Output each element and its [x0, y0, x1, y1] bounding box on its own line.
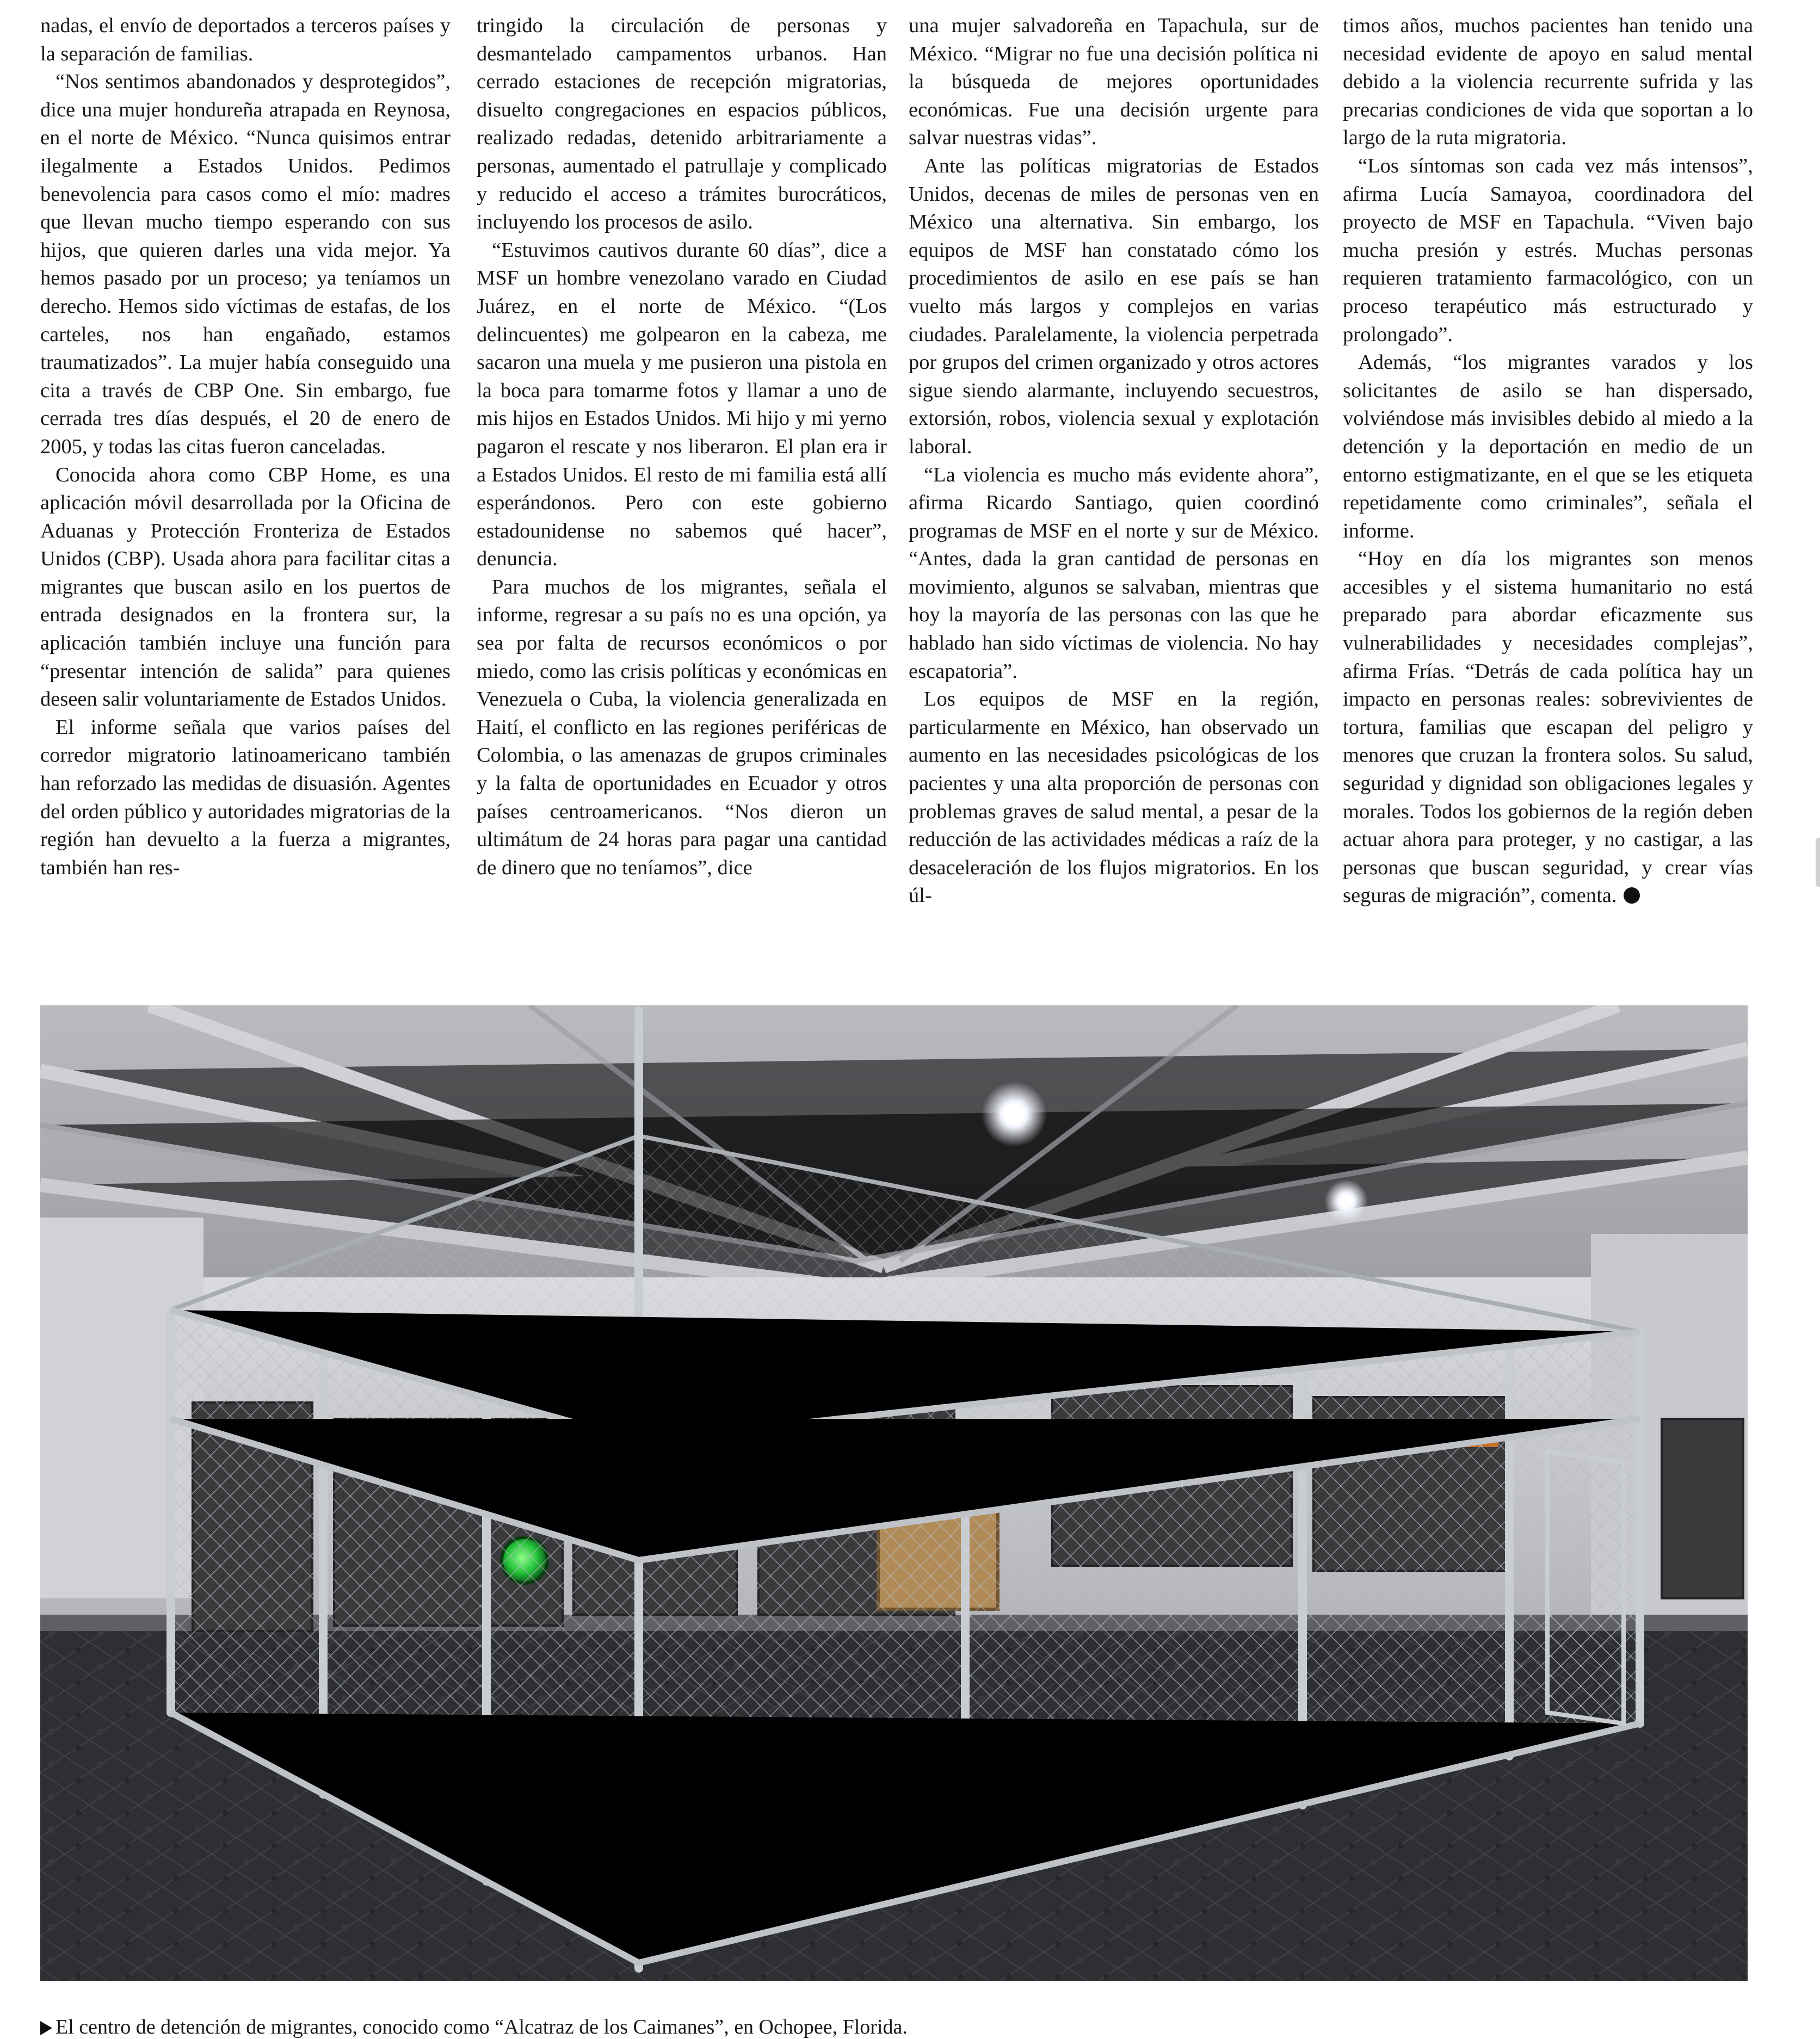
paragraph: “Los síntomas son cada vez más intensos”, afirma Lucía Samayoa, coordinadora del proyecto de MSF en Tapachula. “Viven bajo mucha presión y estrés. Muchas personas requieren tratamiento farmacológico, con un proceso terapéutico más estructurado y prolongado”. [1343, 154, 1753, 346]
paragraph: timos años, muchos pacientes han tenido una necesidad evidente de apoyo en salud mental debido a la violencia recurrente sufrida y las precarias condiciones de vida que soportan a lo largo de la ruta migratoria. [1343, 14, 1753, 150]
photo-illustration [40, 1005, 1748, 1981]
paragraph: nadas, el envío de deportados a terceros países y la separación de familias. [40, 14, 451, 65]
caption-arrow-icon [40, 2021, 52, 2035]
article-column-4 [1343, 12, 1753, 975]
paragraph: “Nos sentimos abandonados y desprotegidos”, dice una mujer hondureña atrapada en Reynosa, en el norte de México. “Nunca quisimos entrar ilegalmente a Estados Unidos. Pedimos benevolencia para casos como el mío: madres que llevan mucho tiempo esperando con sus hijos, que quieren darles una vida mejor. Ya hemos pasado por un proceso; ya teníamos un derecho. Hemos sido víctimas de estafas, de los carteles, nos han engañado, estamos traumatizados”. La mujer había conseguido una cita a través de CBP One. Sin embargo, fue cerrada tres días después, el 20 de enero de 2005, y todas las citas fueron canceladas. [40, 70, 451, 458]
paragraph: “Estuvimos cautivos durante 60 días”, dice a MSF un hombre venezolano varado en Ciudad Juárez, en el norte de México. “(Los delincuentes) me golpearon en la cabeza, me sacaron una muela y me pusieron una pistola en la boca para tomarme fotos y llamar a uno de mis hijos en Estados Unidos. Mi hijo y mi yerno pagaron el rescate y nos liberaron. El plan era ir a Estados Unidos. El resto de mi familia está allí esperándonos. Pero con este gobierno estadounidense no sabemos qué hacer”, denuncia. [477, 238, 887, 571]
detention-center-photo [40, 1005, 1748, 1981]
paragraph: El informe señala que varios países del corredor migratorio latinoamericano también han reforzado las medidas de disuasión. Agentes del orden público y autoridades migratorias de la región han devuelto a la fuerza a migrantes, también han res- [40, 715, 451, 879]
paragraph: Conocida ahora como CBP Home, es una aplicación móvil desarrollada por la Oficina de Aduanas y Protección Fronteriza de Estados Unidos (CBP). Usada ahora para facilitar citas a migrantes que buscan asilo en los puertos de entrada designados en la frontera sur, la aplicación también incluye una función para “presentar intención de salida” para quienes deseen salir voluntariamente de Estados Unidos. [40, 463, 451, 711]
paragraph: Ante las políticas migratorias de Estados Unidos, decenas de miles de personas ven en México una alternativa. Sin embargo, los equipos de MSF han constatado cómo los procedimientos de asilo en ese país se han vuelto más largos y complejos en varias ciudades. Paralelamente, la violencia perpetrada por grupos del crimen organizado y otros actores sigue siendo alarmante, incluyendo secuestros, extorsión, robos, violencia sexual y explotación laboral. [909, 154, 1319, 458]
page-edge-tab [1816, 838, 1820, 887]
end-of-article-bullet-icon [1624, 887, 1640, 904]
paragraph-text: “Hoy en día los migrantes son menos accesibles y el sistema humanitario no está preparado para abordar eficazmente sus vulnerabilidades y necesidades complejas”, afirma Frías. “Detrás de cada política hay un impacto en personas reales: sobrevivientes de tortura, familias que escapan del peligro y menores que cruzan la frontera solos. Su salud, seguridad y dignidad son obligaciones legales y morales. Todos los gobiernos de la región deben actuar ahora para proteger, y no castigar, a las personas que buscan seguridad, y crear vías seguras de migración”, comenta. [1343, 547, 1753, 907]
paragraph: Además, “los migrantes varados y los solicitantes de asilo se han dispersado, volviéndose más invisibles debido al miedo a la detención y la deportación en medio de un entorno estigmatizante, en el que se les etiqueta repetidamente como criminales”, señala el informe. [1343, 351, 1753, 542]
caption-text: El centro de detención de migrantes, conocido como “Alcatraz de los Caimanes”, en Ochopee, Florida. [55, 2016, 908, 2038]
paragraph: Los equipos de MSF en la región, particularmente en México, han observado un aumento en las necesidades psicológicas de los pacientes y una alta proporción de personas con problemas graves de salud mental, a pesar de la reducción de las actividades médicas a raíz de la desaceleración de los flujos migratorios. En los úl- [909, 688, 1319, 907]
photo-caption [40, 2015, 1770, 2039]
article-column-1 [40, 12, 451, 975]
paragraph: tringido la circulación de personas y desmantelado campamentos urbanos. Han cerrado estaciones de recepción migratorias, disuelto congregaciones en espacios públicos, realizado redadas, detenido arbitrariamente a personas, aumentado el patrullaje y complicado y reducido el acceso a trámites burocráticos, incluyendo los procesos de asilo. [477, 14, 887, 234]
paragraph: una mujer salvadoreña en Tapachula, sur de México. “Migrar no fue una decisión política ni la búsqueda de mejores oportunidades económicas. Fue una decisión urgente para salvar nuestras vidas”. [909, 14, 1319, 150]
paragraph: Para muchos de los migrantes, señala el informe, regresar a su país no es una opción, ya sea por falta de recursos económicos o por miedo, como las crisis políticas y económicas en Venezuela o Cuba, la violencia generalizada en Haití, el conflicto en las regiones periféricas de Colombia, o las amenazas de grupos criminales y la falta de oportunidades en Ecuador y otros países centroamericanos. “Nos dieron un ultimátum de 24 horas para pagar una cantidad de dinero que no teníamos”, dice [477, 575, 887, 879]
article-column-2 [477, 12, 887, 975]
paragraph: “La violencia es mucho más evidente ahora”, afirma Ricardo Santiago, quien coordinó programas de MSF en el norte y sur de México. “Antes, dada la gran cantidad de personas en movimiento, algunos se salvaban, mientras que hoy la mayoría de las personas con las que he hablado han sido víctimas de violencia. No hay escapatoria”. [909, 463, 1319, 683]
article-column-3 [909, 12, 1319, 975]
paragraph [1343, 545, 1753, 910]
